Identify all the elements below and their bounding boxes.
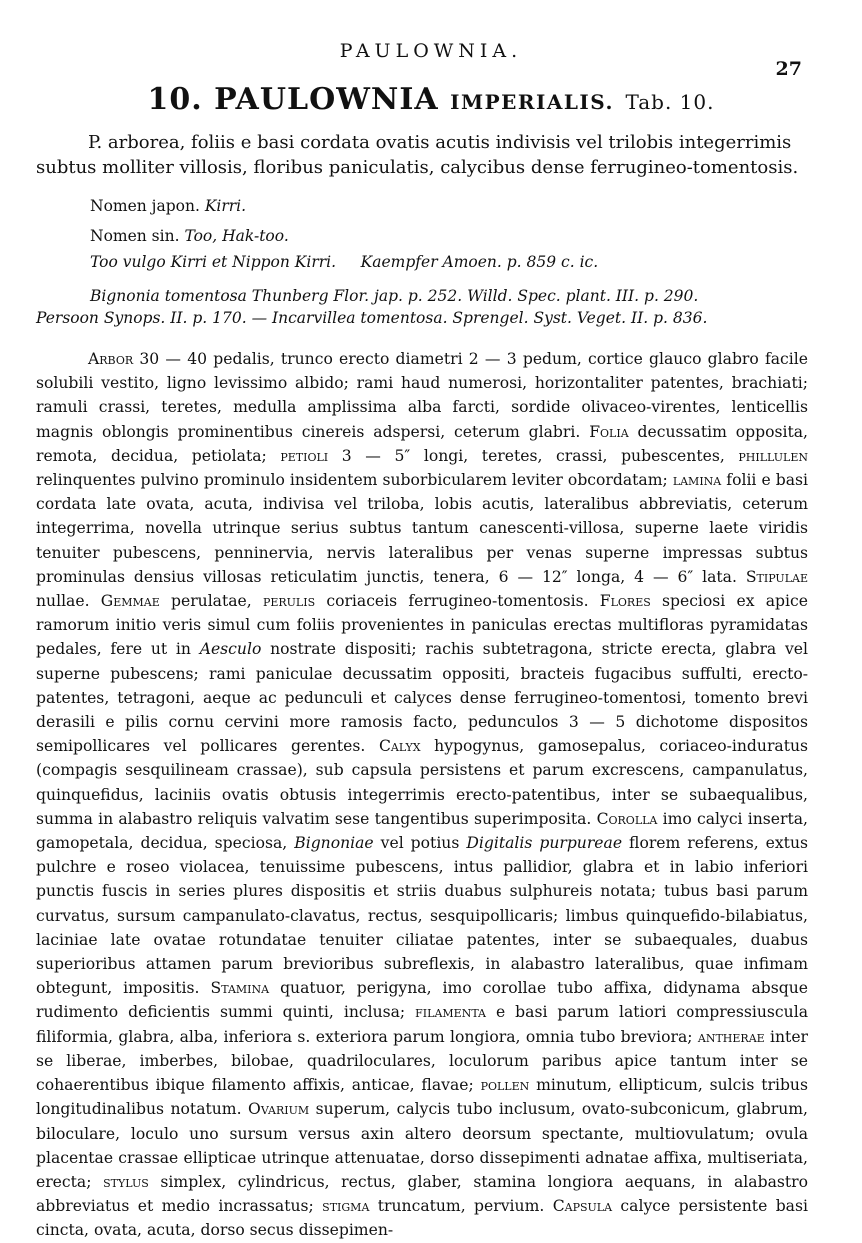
stylus-heading: stylus [103,1172,149,1191]
phillulen-heading: phillulen [738,446,808,465]
nomen-japon [90,197,790,215]
stigma-heading: stigma [322,1197,370,1216]
perulis-heading: perulis [262,592,316,611]
antherae-heading: antherae [697,1027,765,1046]
lamina-heading: lamina [672,471,722,490]
capsula-heading: Capsula [552,1197,613,1216]
stigma-text: truncatum, pervium. [369,1197,545,1216]
synonym-bignonia [90,287,790,305]
stipulae-text: nullae. [36,592,90,611]
petioli-heading: petioli [280,446,329,465]
running-head: PAULOWNIA. [339,40,523,62]
folia-heading: Folia [589,422,629,441]
nomen-sin-label: Nomen sin. [90,227,180,245]
synonym-persoon [36,309,736,327]
pollen-text: minutum, ellipticum, sulcis tribus longitudinalibus notatum. [36,1076,808,1119]
pollen-heading: pollen [480,1076,530,1095]
filamenta-text: e basi parum latiori compressiuscula filiformia, glabra, alba, inferiora s. exteriora parum longiora, omnia tubo breviora; [36,1003,808,1046]
genus-name: PAULOWNIA [214,82,439,117]
flores-heading: Flores [599,592,651,611]
species-title [0,82,862,117]
persoon-reference: Persoon Synops. II. p. 170. — Incarvillea tomentosa. Sprengel. Syst. Veget. II. p. 836. [36,309,708,327]
calyx-heading: Calyx [378,737,421,756]
diagnosis-line-2: subtus molliter villosis, floribus paniculatis, calycibus dense ferrugineo-tomentosis. [36,157,799,178]
corolla-heading: Corolla [596,809,658,828]
stipulae-heading: Stipulae [745,567,808,586]
perulis-text: coriaceis ferrugineo-tomentosis. [315,592,589,611]
filamenta-heading: filamenta [415,1003,486,1022]
corolla-text-1: imo calyci inserta, gamopetala, decidua, speciosa, [36,809,808,853]
ovarium-text: superum, calycis tubo inclusum, ovato-subconicum, glabrum, biloculare, loculo uno sursum versus axin altero deorsum spectante, multiovulatum; ovula placentae crassae ellipticae utrinque attenuatae, dorso dissepimenti adnatae affixa, multiseriata, erecta; [36,1100,808,1191]
petioli-text: 3 — 5″ longi, teretes, crassi, pubescentes, [328,446,725,465]
species-number: 10. [147,82,203,117]
nomen-japon-value: Kirri. [204,197,247,215]
diagnosis-line-1: P. arborea, foliis e basi cordata ovatis acutis indivisis vel trilobis integerrimis [88,132,792,153]
stamina-heading: Stamina [210,979,270,998]
aesculo-name: Aesculo [199,640,262,659]
bignoniae-name: Bignoniae [294,834,374,853]
arbor-heading: Arbor [88,350,134,368]
flores-text-1: speciosi ex apice ramorum initio veris simul cum foliis provenientes in paniculas erectas multifloras pyramidatas pedales, fere ut in [36,592,808,659]
corolla-text-3: florem referens, extus pulchre e roseo violacea, tenuissime pubescens, intus pallidior, glabra et in labio inferiori punctis fuscis in series plures dispositis et striis duabus sulphureis notata; tubus basi parum curvatus, sursum campanulato-clavatus, rectus, sesquipollicaris; limbus quinquefido-bilabiatus, laciniae late ovatae rotundatae tenuiter ciliatae patentes, inter se subaequales, duabus superioribus attamen parum brevioribus subreflexis, in alabastro lateralibus, quae infimam obtegunt, impositis. [36,834,808,998]
capsula-text: calyce persistente basi cincta, ovata, acuta, dorso secus dissepimen- [36,1197,808,1240]
nomen-sin [90,227,790,245]
antherae-text: inter se liberae, imberbes, bilobae, quadriloculares, loculorum paribus apice tantum inter se cohaerentibus ibique filamento affixis, anticae, flavae; [36,1027,808,1095]
plate-reference: Tab. 10. [625,90,715,114]
species-diagnosis [36,130,808,180]
stamina-text: quatuor, perigyna, imo corollae tubo affixa, didynama absque rudimento deficientis summi quinti, inclusa; [36,979,808,1022]
bignonia-reference: Bignonia tomentosa Thunberg Flor. jap. p. 252. Willd. Spec. plant. III. p. 290. [90,287,699,305]
gemmae-heading: Gemmae [100,592,160,611]
kaempfer-reference: Kaempfer Amoen. p. 859 c. ic. [360,253,599,271]
phillulen-text: relinquentes pulvino prominulo insidentem suborbicularem leviter obcordatam; [36,471,668,490]
corolla-text-2: vel potius [373,834,460,853]
lamina-text: folii e basi cordata late ovata, acuta, indivisa vel triloba, lobis acutis, lateralibus abbreviatis, ceterum integerrima, novella utrinque serius subtus tantum canescenti-villosa, superne laete viridis tenuiter pubescens, penninervia, nervis lateralibus per venas superne impressas subtus prominulas densius villosas reticulatim junctis, tenera, 6 — 12″ longa, 4 — 6″ lata. [36,471,808,586]
gemmae-text: perulatae, [159,592,252,611]
page-number: 27 [775,58,802,80]
description-paragraph [36,347,808,1243]
synonym-kaempfer [90,253,790,271]
arbor-text: 30 — 40 pedalis, trunco erecto diametri 2 — 3 pedum, cortice glauco glabro facile solubili vestito, ligno levissimo albido; rami haud numerosi, horizontaliter patentes, brachiati; ramuli crassi, teretes, medulla amplissima alba farcti, sordide olivaceo-virentes, lenticellis magnis oblongis prominentibus cinereis adspersi, ceterum glabri. [36,350,808,441]
nomen-japon-label: Nomen japon. [90,197,200,215]
too-vulgo: Too vulgo Kirri et Nippon Kirri. [90,253,337,271]
nomen-sin-value: Too, Hak-too. [184,227,289,245]
digitalis-name: Digitalis purpureae [466,834,623,853]
ovarium-heading: Ovarium [248,1100,310,1119]
folia-text: decussatim opposita, remota, decidua, petiolata; [36,422,808,465]
flores-text-2: nostrate dispositi; rachis subtetragona, stricte erecta, glabra vel superne pubescens; rami paniculae decussatim oppositi, bracteis fugacibus suffulti, erecto-patentes, tetragoni, aeque ac pedunculi et calyces dense ferrugineo-tomentosi, tomento brevi derasili e pilis cornu cervini more ramosis facto, pedunculos 3 — 5 dichotome dispositos semipollicares vel pollicares gerentes. [36,640,808,756]
stylus-text: simplex, cylindricus, rectus, glaber, stamina longiora aequans, in alabastro abbreviatus et medio incrassatus; [36,1172,808,1216]
species-epithet: IMPERIALIS. [450,90,614,114]
description-body [36,347,808,1243]
calyx-text: hypogynus, gamosepalus, coriaceo-induratus (compagis sesquilineam crassae), sub capsula persistens et parum excrescens, campanulatus, quinquefidus, laciniis ovatis obtusis integerrimis erecto-patentibus, inter se subaequalibus, summa in alabastro reliquis valvatim sese tangentibus superimposita. [36,737,809,828]
